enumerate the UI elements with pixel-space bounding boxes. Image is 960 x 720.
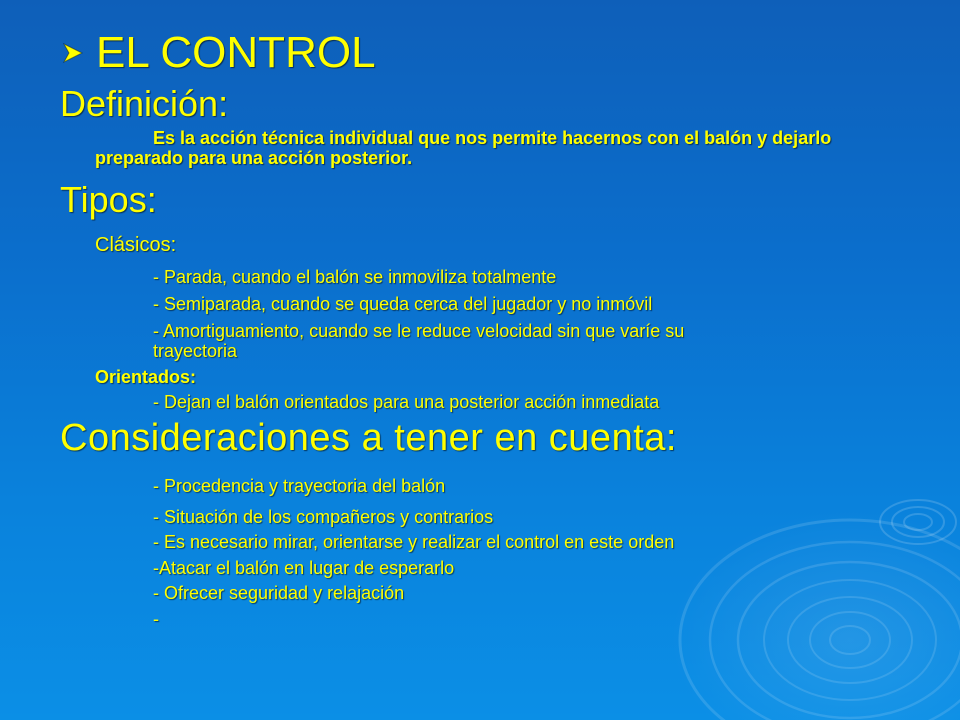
clasicos-item: - Parada, cuando el balón se inmoviliza totalmente <box>153 267 557 287</box>
clasicos-item: trayectoria <box>153 341 238 361</box>
orientados-label: Orientados: <box>95 367 197 387</box>
consideraciones-item: - Situación de los compañeros y contrarios <box>153 507 494 527</box>
consideraciones-item: - Ofrecer seguridad y relajación <box>153 583 405 603</box>
tipos-heading: Tipos: <box>60 179 157 220</box>
arrowhead-bullet-icon <box>62 42 84 64</box>
consideraciones-item: -Atacar el balón en lugar de esperarlo <box>153 558 455 578</box>
definicion-heading: Definición: <box>60 83 229 124</box>
consideraciones-item: - Es necesario mirar, orientarse y realizar el control en este orden <box>153 532 675 552</box>
consideraciones-heading: Consideraciones a tener en cuenta: <box>60 417 677 459</box>
slide-title: EL CONTROL <box>96 28 376 77</box>
consideraciones-item: - <box>153 609 159 629</box>
definicion-text: Es la acción técnica individual que nos permite hacernos con el balón y dejarlo preparado para una acción posterior. <box>95 128 832 168</box>
orientados-item: - Dejan el balón orientados para una posterior acción inmediata <box>153 392 660 412</box>
clasicos-item: - Amortiguamiento, cuando se le reduce velocidad sin que varíe su <box>153 321 685 341</box>
clasicos-label: Clásicos: <box>95 234 177 256</box>
consideraciones-item: - Procedencia y trayectoria del balón <box>153 476 446 496</box>
clasicos-item: - Semiparada, cuando se queda cerca del jugador y no inmóvil <box>153 294 653 314</box>
